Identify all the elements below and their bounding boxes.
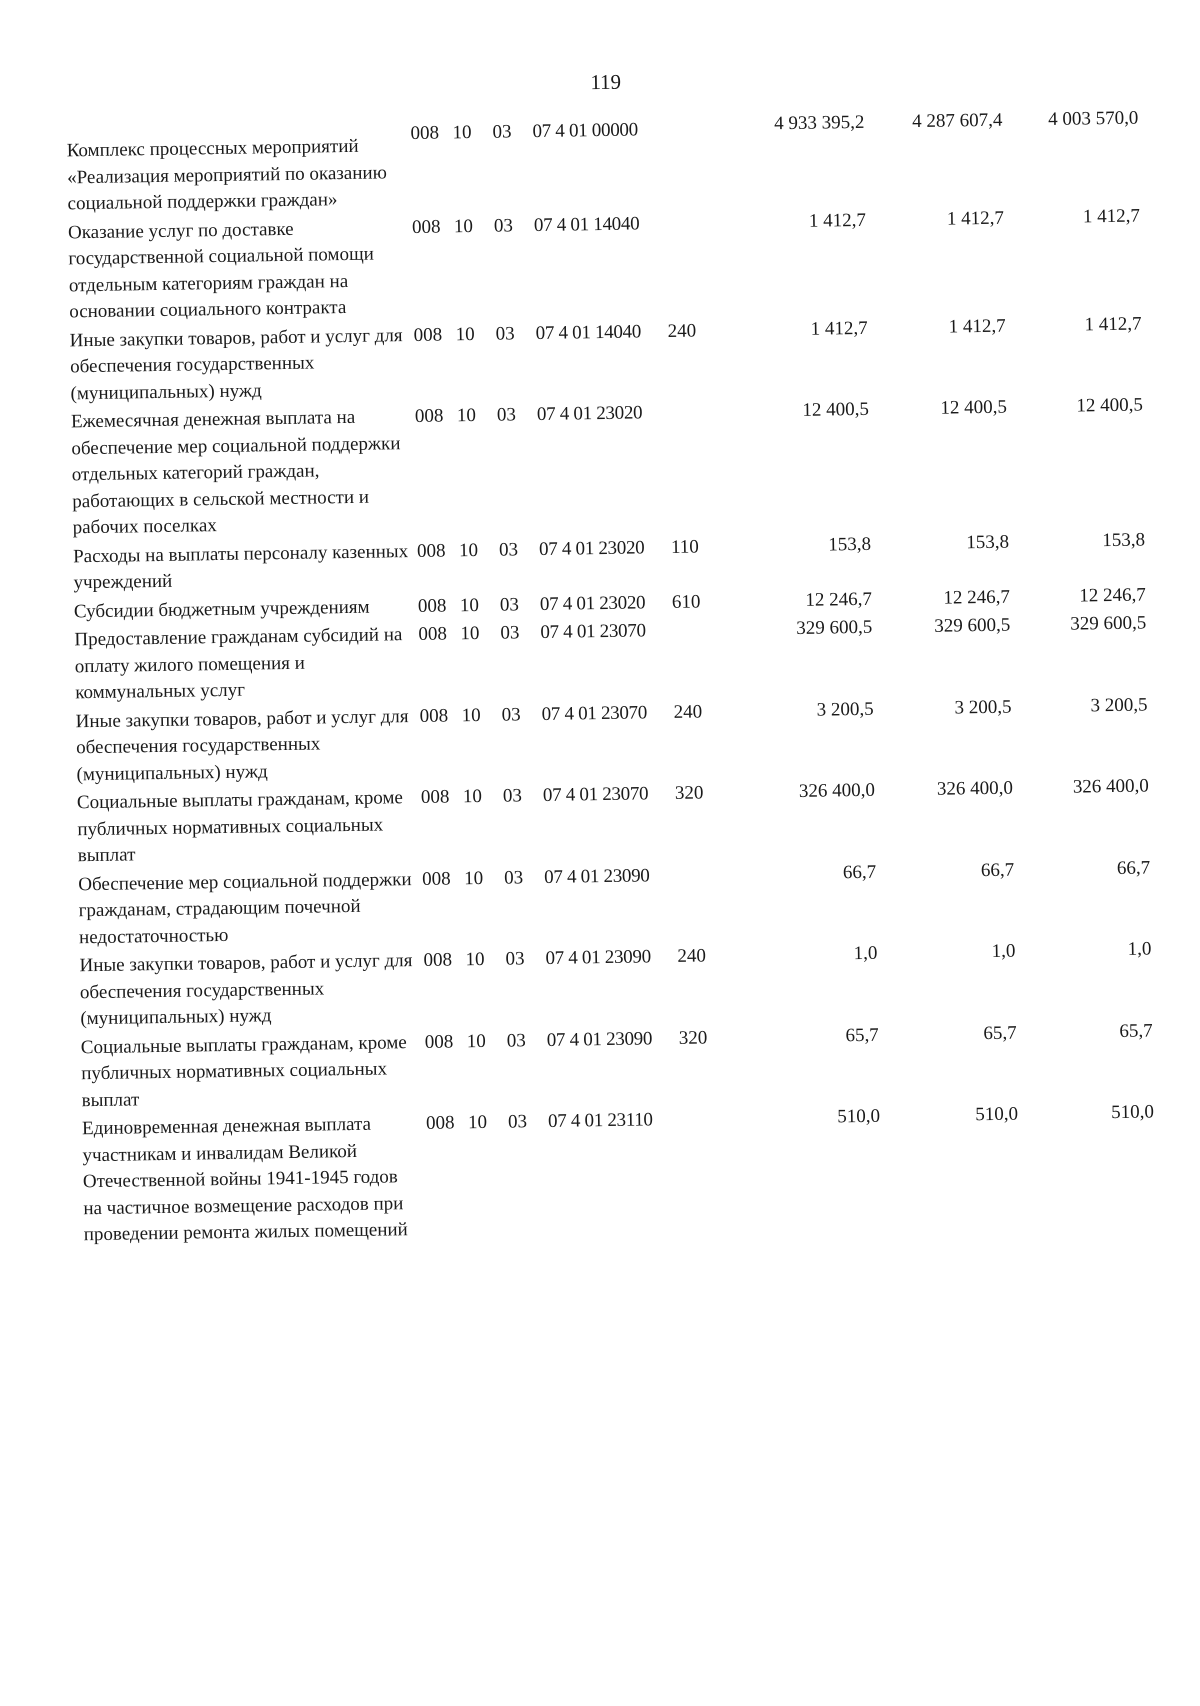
row-amount-year-3: 326 400,0 (1072, 775, 1150, 798)
row-name: Предоставление гражданам субсидий на оплату жилого помещения и коммунальных услуг (74, 624, 403, 704)
row-amount-year-2: 65,7 (983, 1022, 1017, 1044)
row-amount-year-2: 1,0 (991, 940, 1016, 962)
row-subsection-code: 03 (499, 593, 520, 616)
table-row (81, 1018, 1154, 1114)
row-expense-type (676, 1106, 728, 1107)
table-row (71, 393, 1145, 542)
row-target-article: 07 4 01 23020 (536, 402, 643, 426)
row-subsection-code: 03 (502, 785, 523, 807)
row-expense-type: 240 (667, 320, 697, 342)
row-amount-year-2: 3 200,5 (954, 696, 1012, 719)
row-section-code: 10 (467, 1111, 488, 1134)
row-target-article: 07 4 01 14040 (533, 212, 640, 236)
row-amount-year-1: 153,8 (828, 533, 872, 555)
row-ved-code: 008 (414, 405, 444, 427)
row-section-code: 10 (455, 323, 475, 345)
row-subsection-code: 03 (506, 1029, 526, 1052)
row-expense-type (662, 210, 714, 211)
row-amount-year-2: 1 412,7 (948, 315, 1006, 338)
row-target-article: 07 4 01 14040 (535, 320, 642, 344)
row-name: Субсидии бюджетным учреждениям (73, 596, 370, 622)
row-amount-year-2: 1 412,7 (946, 207, 1005, 230)
row-name: Ежемесячная денежная выплата на обеспечение мер социальной поддержки отдельных категорий граждан, работающих в сельской местности и рабочих поселках (70, 406, 401, 539)
row-expense-type: 240 (673, 700, 703, 723)
row-subsection-code: 03 (495, 322, 515, 345)
row-name: Расходы на выплаты персоналу казенных учреждений (72, 540, 409, 594)
row-section-code: 10 (460, 622, 480, 645)
row-amount-year-3: 153,8 (1102, 528, 1146, 551)
row-target-article: 07 4 01 23020 (539, 591, 646, 615)
row-name: Обеспечение мер социальной поддержки гражданам, страдающим почечной недостаточностью (78, 868, 412, 948)
row-expense-type: 320 (674, 782, 704, 804)
table-row (77, 773, 1150, 869)
row-amount-year-2: 12 246,7 (943, 586, 1011, 609)
row-target-article: 07 4 01 23020 (538, 536, 645, 560)
row-subsection-code: 03 (500, 622, 520, 644)
row-name: Единовременная денежная выплата участникам и инвалидам Великой Отечественной войны 1941-1945 годов на частичное возмещение расходов при проведении ремонта жилых помещений (81, 1113, 408, 1246)
row-target-article: 07 4 01 23070 (540, 620, 646, 644)
row-section-code: 10 (458, 539, 479, 561)
row-amount-year-2: 12 400,5 (940, 396, 1008, 419)
row-expense-type (672, 862, 724, 863)
row-target-article: 07 4 01 23070 (541, 701, 648, 725)
row-amount-year-1: 1 412,7 (808, 209, 867, 232)
row-amount-year-1: 12 400,5 (802, 398, 870, 421)
row-name: Иные закупки товаров, работ и услуг для обеспечения государственных (муниципальных) нужд (79, 950, 413, 1030)
row-amount-year-2: 153,8 (966, 531, 1010, 553)
row-amount-year-1: 510,0 (837, 1105, 881, 1128)
row-section-code: 10 (461, 704, 481, 726)
row-amount-year-1: 4 933 395,2 (773, 111, 865, 135)
row-amount-year-1: 3 200,5 (816, 698, 874, 721)
row-expense-type: 110 (670, 536, 699, 558)
row-amount-year-3: 329 600,5 (1070, 612, 1147, 635)
budget-table (66, 107, 1156, 1251)
row-target-article: 07 4 01 00000 (532, 119, 638, 143)
page-number: 119 (590, 69, 622, 95)
row-name: Оказание услуг по доставке государственной социальной помощи отдельным категориям граждан на основании социального контракта (67, 218, 374, 323)
row-ved-code: 008 (420, 786, 450, 808)
row-name: Иные закупки товаров, работ и услуг для обеспечения государственных (муниципальных) нужд (75, 705, 409, 785)
row-amount-year-3: 66,7 (1116, 856, 1151, 879)
row-amount-year-2: 4 287 607,4 (911, 109, 1003, 133)
row-section-code: 10 (456, 404, 477, 427)
row-subsection-code: 03 (493, 214, 514, 237)
table-row (82, 1099, 1156, 1248)
row-amount-year-3: 3 200,5 (1090, 693, 1148, 716)
table-row (68, 203, 1142, 326)
table-row (66, 107, 1140, 218)
row-amount-year-3: 12 246,7 (1079, 583, 1146, 607)
row-name: Социальные выплаты гражданам, кроме публичных нормативных социальных выплат (76, 787, 404, 867)
row-subsection-code: 03 (505, 948, 525, 970)
row-amount-year-2: 66,7 (980, 859, 1015, 881)
row-expense-type (665, 399, 717, 400)
row-ved-code: 008 (423, 949, 453, 971)
row-ved-code: 008 (418, 623, 448, 645)
row-ved-code: 008 (424, 1030, 454, 1053)
row-name: Комплекс процессных мероприятий «Реализация мероприятий по оказанию социальной поддержки граждан» (66, 135, 387, 215)
row-ved-code: 008 (416, 539, 446, 562)
row-amount-year-3: 4 003 570,0 (1047, 107, 1139, 130)
row-ved-code: 008 (417, 594, 447, 617)
row-target-article: 07 4 01 23090 (546, 1027, 653, 1051)
row-amount-year-2: 326 400,0 (936, 777, 1014, 800)
row-amount-year-1: 66,7 (842, 861, 877, 883)
table-row (79, 936, 1152, 1032)
row-expense-type (668, 617, 720, 618)
row-target-article: 07 4 01 23070 (542, 783, 649, 806)
row-ved-code: 008 (422, 867, 451, 890)
row-expense-type (660, 116, 712, 117)
row-subsection-code: 03 (507, 1111, 528, 1133)
row-amount-year-3: 65,7 (1119, 1019, 1153, 1042)
row-ved-code: 008 (425, 1112, 455, 1134)
row-amount-year-1: 1,0 (853, 942, 878, 965)
row-section-code: 10 (466, 1030, 486, 1052)
row-name: Социальные выплаты гражданам, кроме публичных нормативных социальных выплат (80, 1031, 407, 1111)
row-amount-year-3: 1 412,7 (1082, 205, 1141, 227)
row-target-article: 07 4 01 23090 (544, 864, 650, 888)
row-amount-year-2: 510,0 (975, 1103, 1019, 1126)
row-target-article: 07 4 01 23090 (545, 946, 651, 969)
row-amount-year-2: 329 600,5 (934, 614, 1011, 637)
row-ved-code: 008 (419, 704, 449, 727)
row-amount-year-3: 1 412,7 (1084, 313, 1142, 335)
row-subsection-code: 03 (498, 538, 519, 561)
row-amount-year-1: 12 246,7 (805, 588, 873, 611)
row-section-code: 10 (465, 948, 485, 971)
row-amount-year-3: 12 400,5 (1076, 394, 1144, 417)
row-ved-code: 008 (410, 122, 440, 144)
row-amount-year-1: 65,7 (845, 1024, 879, 1046)
row-ved-code: 008 (413, 324, 443, 346)
table-row (74, 610, 1147, 706)
row-subsection-code: 03 (492, 121, 512, 143)
row-section-code: 10 (452, 122, 472, 144)
table-row (70, 311, 1143, 407)
row-section-code: 10 (453, 215, 474, 237)
row-target-article: 07 4 01 23110 (547, 1109, 653, 1132)
row-amount-year-3: 1,0 (1127, 938, 1152, 960)
row-expense-type: 610 (671, 590, 701, 613)
row-ved-code: 008 (411, 216, 441, 238)
row-section-code: 10 (462, 785, 483, 808)
row-section-code: 10 (459, 594, 480, 616)
row-amount-year-1: 329 600,5 (796, 616, 873, 639)
row-section-code: 10 (464, 867, 484, 889)
row-amount-year-3: 510,0 (1111, 1101, 1155, 1124)
row-subsection-code: 03 (496, 404, 517, 426)
row-expense-type: 240 (677, 945, 707, 967)
row-expense-type: 320 (678, 1026, 708, 1049)
row-name: Иные закупки товаров, работ и услуг для обеспечения государственных (муниципальных) нужд (69, 324, 403, 404)
row-subsection-code: 03 (504, 866, 524, 889)
row-amount-year-1: 1 412,7 (810, 317, 868, 340)
table-row (75, 692, 1148, 788)
row-subsection-code: 03 (501, 703, 521, 726)
table-row (78, 855, 1151, 951)
row-amount-year-1: 326 400,0 (798, 779, 876, 802)
